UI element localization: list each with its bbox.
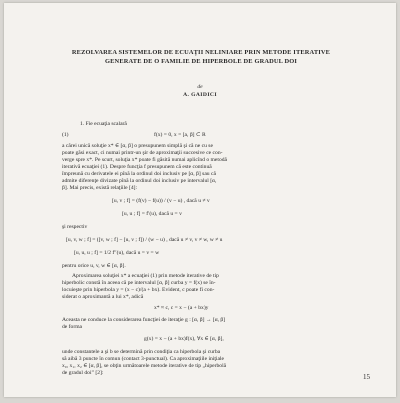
equation-derivative-2: [u, u, u ; f] = 1/2 f″(u), dacă u = v = w (74, 250, 160, 256)
page-number: 15 (363, 373, 370, 381)
paragraph-line: împreună cu derivatele ei pînă la ordinul doi inclusiv pe [α, β] sau că (62, 171, 216, 177)
author-name: A. GAIDICI (183, 92, 217, 98)
paper-title: REZOLVAREA SISTEMELOR DE ECUAŢII NELINIARE PRIN METODE ITERATIVE GENERATE DE O FAMILIE DE HIPERBOLE DE GRADUL DOI (71, 49, 331, 65)
paragraph-line: admite diferenţe divizate pînă la ordinul doi inclusiv pe intervalul [α, (62, 178, 217, 184)
paragraph-line: hiperbolic constă în aceea că pe intervalul [α, β] curba y = f(x) se în- (62, 280, 216, 286)
section-heading: 1. Fie ecuaţia scalară (80, 121, 127, 127)
equation-divided-difference-1: [u, v ; f] = (f(v) − f(u)) / (v − u) , dacă u ≠ v (112, 198, 210, 204)
document-page (4, 3, 396, 397)
paragraph-line: locuieşte prin hiperbola y = (x − c)/(a + bx). Evident, c poate fi con- (62, 287, 215, 293)
paragraph-line: siderat o aproximantă a lui x*, adică (62, 294, 144, 300)
byline: de (197, 84, 203, 90)
paragraph-line: unde constantele a şi b se determină prin condiţia ca hiperbola şi curba (62, 349, 221, 355)
paragraph-line: β]. Mai precis, există relaţiile [4]: (62, 185, 138, 191)
paragraph-line: poate găsi exact, ci numai printr-un şir de aproximaţii succesive ce con- (62, 150, 223, 156)
paragraph-line: a cărei unică soluţie x* ∈ [α, β] o presupunem simplă şi că ne cu se (62, 143, 213, 149)
paragraph-line: să aibă 3 puncte în comun (contact 3-punctual). Ca aproximaţiile iniţiale (62, 356, 225, 362)
equation-iteration-function: g(x) = x − (a + bx)f(x), ∀x ∈ [α, β], (144, 336, 224, 342)
paragraph-line: pentru orice u, v, w ∈ [α, β]. (62, 263, 126, 269)
paragraph-line: verge spre x*. Pe scurt, soluţia x* poate fi găsită numai aplicînd o metodă (62, 157, 228, 163)
equation-derivative-1: [u, u ; f] = f′(u), dacă u = v (122, 211, 182, 217)
equation-1: f(x) = 0, x = [a, β] ⊂ R (154, 132, 206, 138)
equation-number: (1) (62, 132, 69, 138)
paragraph-line: Aproximarea soluţiei x* a ecuaţiei (1) prin metode iterative de tip (72, 273, 219, 279)
paragraph-line: Aceasta ne conduce la considerarea funcţiei de iteraţie g : [α, β] → [α, β] (62, 317, 226, 323)
paragraph-line: de gradul doi” [2]: (62, 370, 104, 376)
equation-approximation: x* ≈ c, c = x − (a + bx)y (154, 305, 209, 311)
paragraph-line: iterativă ecuaţiei (1). Despre funcţia f presupunem că este continuă (62, 164, 212, 170)
equation-divided-difference-2: [u, v, w ; f] = ([v, w ; f] − [u, v ; f]) / (w − u) , dacă u ≠ v, v ≠ w, w ≠ u (66, 237, 223, 243)
connector-text: şi respectiv (62, 224, 88, 230)
paragraph-line: x₀, x₁, x₂ ∈ [α, β], se obţin următoarele metode iterative de tip „hiperbolă (62, 363, 227, 369)
paragraph-line: de forma (62, 324, 83, 330)
